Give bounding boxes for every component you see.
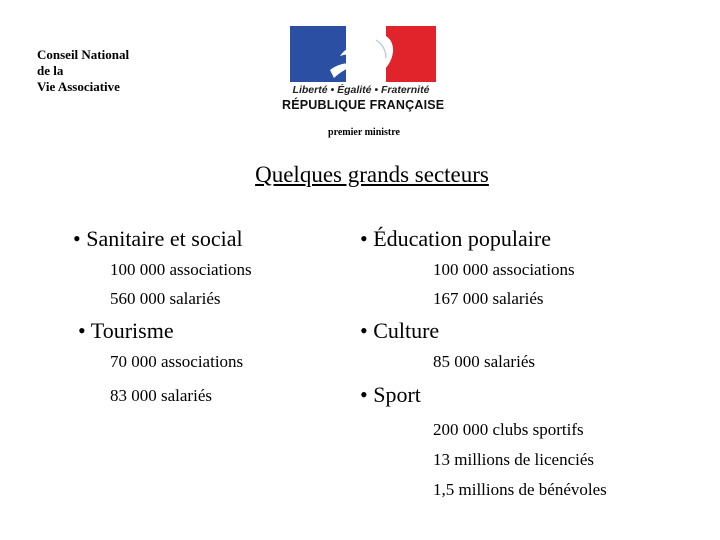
republique-francaise-text: RÉPUBLIQUE FRANÇAISE <box>282 98 445 112</box>
sanitaire-salaries: 560 000 salariés <box>110 289 221 308</box>
republique-francaise-logo <box>282 24 445 118</box>
education-associations: 100 000 associations <box>433 260 575 279</box>
sector-sport-heading: • Sport <box>360 382 421 407</box>
motto: Liberté • Égalité • Fraternité <box>292 84 430 96</box>
sector-education-heading: • Éducation populaire <box>360 226 551 251</box>
culture-salaries: 85 000 salariés <box>433 352 535 371</box>
sport-licencies: 13 millions de licenciés <box>433 450 594 469</box>
sector-tourisme-heading: • Tourisme <box>78 318 174 343</box>
sport-clubs: 200 000 clubs sportifs <box>433 420 584 439</box>
ministry-label: premier ministre <box>328 127 400 138</box>
sport-benevoles: 1,5 millions de bénévoles <box>433 480 607 499</box>
tourisme-salaries: 83 000 salariés <box>110 386 212 405</box>
sector-sanitaire-heading: • Sanitaire et social <box>73 226 243 251</box>
org-line-1: Conseil National <box>37 47 130 62</box>
sanitaire-associations: 100 000 associations <box>110 260 252 279</box>
tourisme-associations: 70 000 associations <box>110 352 244 371</box>
org-line-3: Vie Associative <box>37 79 120 94</box>
org-line-2: de la <box>37 63 64 78</box>
organization-name <box>37 47 129 95</box>
page-title: Quelques grands secteurs <box>255 162 489 187</box>
marianne-flag-icon <box>290 26 436 82</box>
sector-culture-heading: • Culture <box>360 318 440 343</box>
education-salaries: 167 000 salariés <box>433 289 544 308</box>
